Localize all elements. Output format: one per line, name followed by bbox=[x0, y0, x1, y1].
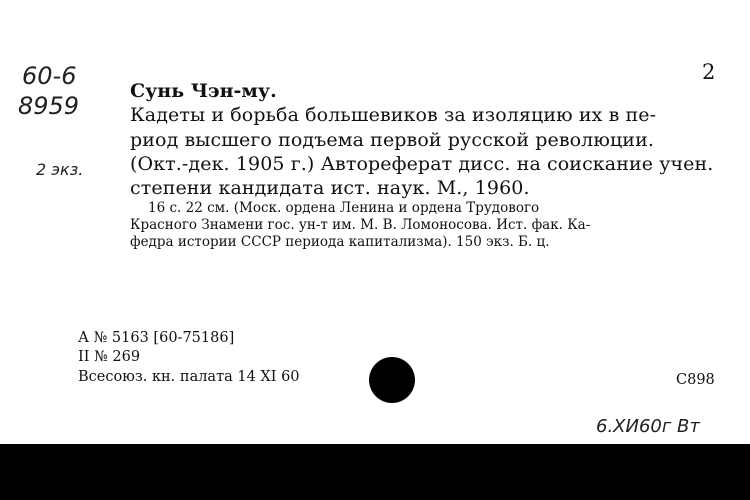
title-line-2: риод высшего подъема первой русской революции. bbox=[130, 129, 654, 151]
punch-hole bbox=[369, 357, 415, 403]
registration-line-3: Всесоюз. кн. палата 14 XI 60 bbox=[78, 369, 300, 385]
registration-line-1: А № 5163 [60-75186] bbox=[78, 330, 235, 346]
note-line-1: 16 с. 22 см. (Моск. ордена Ленина и ордена Трудового bbox=[148, 200, 540, 216]
title-line-1: Кадеты и борьба большевиков за изоляцию их в пе- bbox=[130, 104, 657, 126]
handwritten-copies: 2 экз. bbox=[36, 160, 84, 179]
title-line-3: (Окт.-дек. 1905 г.) Автореферат дисс. на соискание учен. bbox=[130, 153, 714, 175]
card-number: 2 bbox=[702, 60, 716, 84]
note-line-3: федра истории СССР периода капитализма). 150 экз. Б. ц. bbox=[130, 234, 550, 250]
handwritten-shelfmark-1: 60-6 bbox=[22, 62, 77, 90]
note-line-2: Красного Знамени гос. ун-т им. М. В. Ломоносова. Ист. фак. Ка- bbox=[130, 217, 591, 233]
classification-code: С898 bbox=[676, 372, 715, 388]
handwritten-footer-note: 6.XИ60г Вт bbox=[596, 416, 700, 437]
registration-line-2: II № 269 bbox=[78, 349, 141, 365]
title-line-4: степени кандидата ист. наук. М., 1960. bbox=[130, 177, 530, 199]
author-name: Сунь Чэн-му. bbox=[130, 80, 277, 102]
handwritten-shelfmark-2: 8959 bbox=[18, 92, 80, 120]
